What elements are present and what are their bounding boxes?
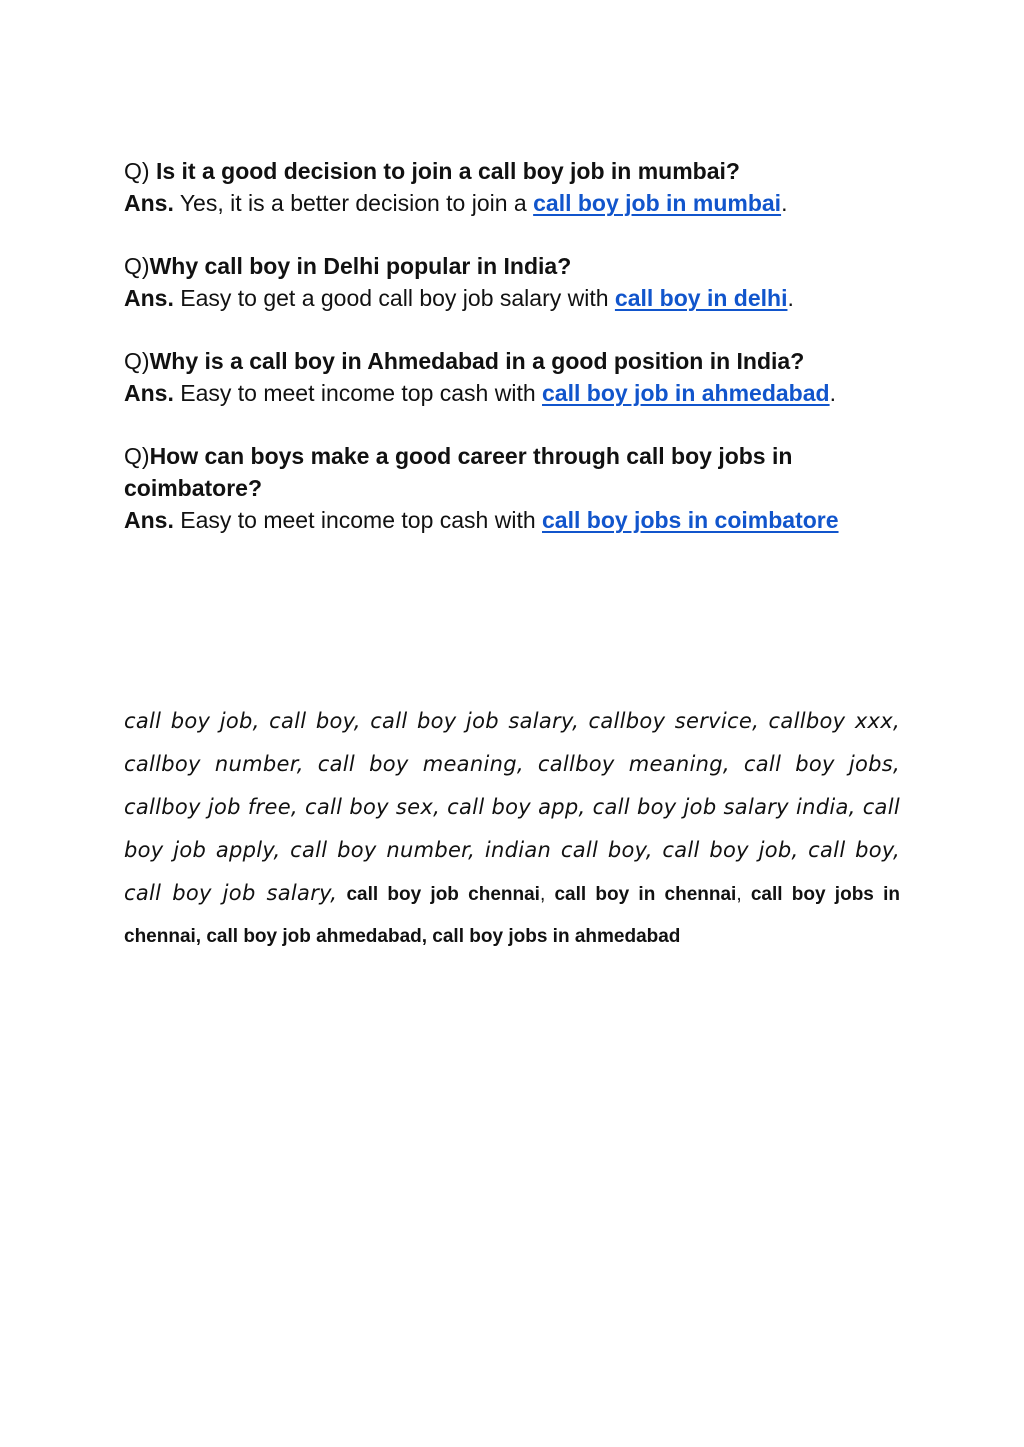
answer-suffix: .: [781, 190, 788, 216]
keywords-handwritten: call boy job, call boy, call boy job salary, callboy service, callboy xxx, callboy number, call boy meaning, callboy meaning, call boy jobs, callboy job free, call boy sex, call boy app, call boy job salary india, call boy job apply, call boy number, indian call boy, call boy job, call boy, call boy job salary,: [124, 709, 900, 905]
keywords-bold-3: call boy jobs in chennai, call boy job ahmedabad, call boy jobs in ahmedabad: [124, 884, 900, 947]
faq-question: [124, 345, 904, 377]
answer-text: Easy to meet income top cash with: [173, 380, 543, 406]
faq-question: [124, 250, 904, 282]
answer-link[interactable]: call boy jobs in coimbatore: [542, 507, 839, 533]
answer-link[interactable]: call boy job in ahmedabad: [542, 380, 830, 406]
answer-text: Easy to get a good call boy job salary with: [173, 285, 615, 311]
answer-prefix: Ans.: [124, 190, 174, 216]
question-text: Why call boy in Delhi popular in India?: [149, 253, 572, 279]
question-text: Why is a call boy in Ahmedabad in a good position in India?: [149, 348, 805, 374]
answer-suffix: .: [787, 285, 794, 311]
answer-link[interactable]: call boy job in mumbai: [533, 190, 782, 216]
faq-item-2: [124, 250, 904, 314]
keywords-separator-2: ,: [736, 884, 742, 905]
faq-answer: [124, 377, 904, 409]
answer-link[interactable]: call boy in delhi: [614, 285, 788, 311]
faq-answer: [124, 282, 904, 314]
question-prefix: Q): [124, 443, 150, 469]
answer-prefix: Ans.: [124, 285, 174, 311]
answer-prefix: Ans.: [124, 507, 174, 533]
keyword-paragraph: [124, 700, 900, 957]
faq-question: [124, 440, 844, 504]
answer-suffix: .: [829, 380, 836, 406]
question-text: How can boys make a good career through call boy jobs in coimbatore?: [124, 443, 793, 501]
question-prefix: Q): [124, 158, 156, 184]
keywords-bold-2: call boy in chennai: [545, 884, 737, 905]
question-prefix: Q): [124, 348, 150, 374]
answer-text: Yes, it is a better decision to join a: [173, 190, 534, 216]
keywords-separator-1: ,: [539, 884, 546, 905]
question-text: Is it a good decision to join a call boy job in mumbai?: [155, 158, 740, 184]
faq-item-4: [124, 440, 844, 536]
faq-question: [124, 155, 904, 187]
faq-answer: [124, 504, 904, 536]
answer-prefix: Ans.: [124, 380, 174, 406]
answer-text: Easy to meet income top cash with: [173, 507, 543, 533]
question-prefix: Q): [124, 253, 150, 279]
faq-item-3: [124, 345, 904, 409]
faq-item-1: [124, 155, 904, 219]
keywords-bold-1: call boy job chennai: [337, 884, 540, 905]
faq-answer: [124, 187, 904, 219]
